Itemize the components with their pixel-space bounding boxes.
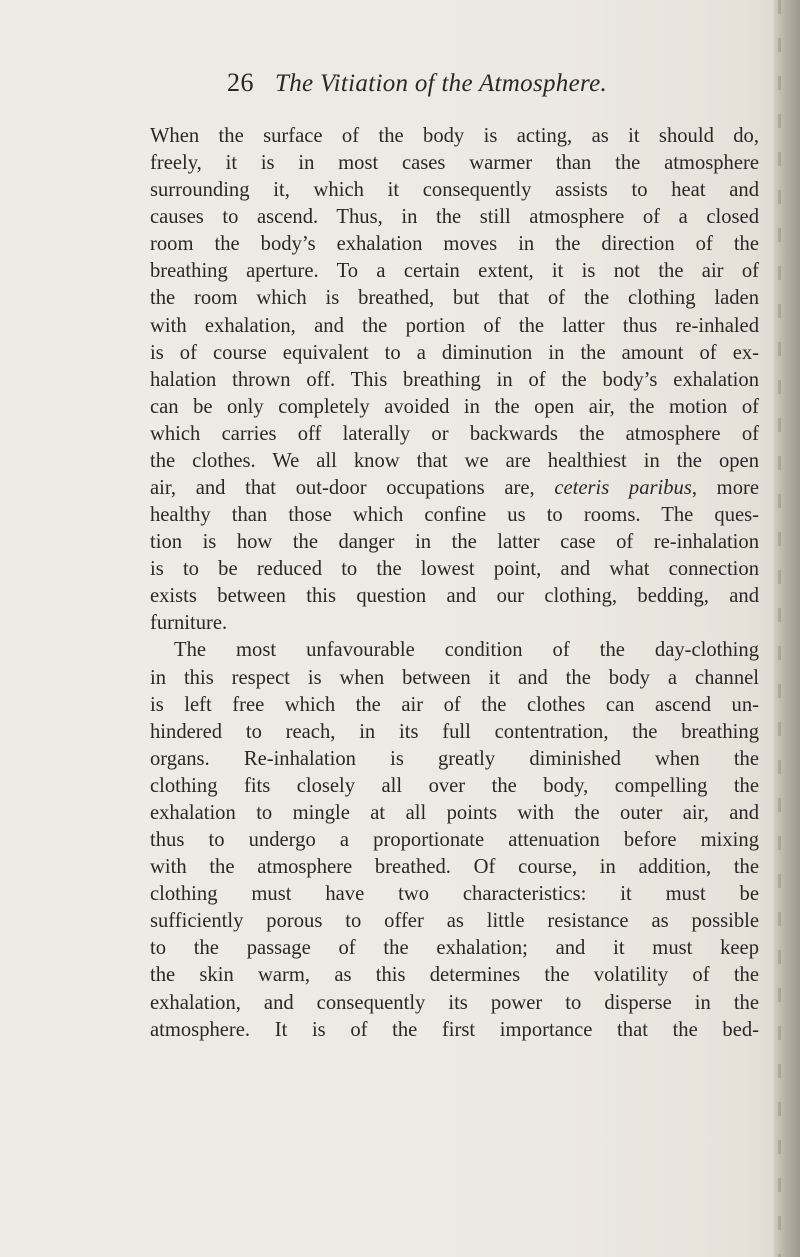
text-line: the room which is breathed, but that of the clothing laden [150,287,759,310]
text-line: with exhalation, and the portion of the latter thus re-inhaled [150,314,759,337]
text-line: exhalation, and consequently its power to disperse in the [150,991,759,1014]
text-line: clothing must have two characteristics: it must be [150,883,759,906]
text-line: hindered to reach, in its full contentration, the breathing [150,720,759,743]
text-line-with-italic [150,475,759,502]
running-title: The Vitiation of the Atmosphere. [275,70,608,97]
page-header [0,68,800,108]
text-line: The most unfavourable condition of the day-clothing [174,639,759,662]
text-line: halation thrown off. This breathing in of the body’s exhalation [150,368,759,391]
text-line: the skin warm, as this determines the volatility of the [150,964,759,987]
text-line: organs. Re-inhalation is greatly diminished when the [150,747,759,770]
text-line: When the surface of the body is acting, as it should do, [150,125,759,147]
page-binding-edge [774,0,800,1257]
text-line: healthy than those which confine us to rooms. The ques- [150,504,759,527]
text-line: freely, it is in most cases warmer than the atmosphere [150,152,759,175]
text-line: tion is how the danger in the latter case of re-inhalation [150,531,759,554]
text-line: can be only completely avoided in the open air, the motion of [150,395,759,418]
text-line: exists between this question and our clothing, bedding, and [150,585,759,608]
paragraph [150,637,759,1043]
text-line: furniture. [150,612,228,635]
text-line: is left free which the air of the clothes can ascend un- [150,693,759,716]
text-line: the clothes. We all know that we are healthiest in the open [150,449,759,472]
text-line: is to be reduced to the lowest point, and what connection [150,558,759,581]
text-line: thus to undergo a proportionate attenuation before mixing [150,829,759,852]
text-line: room the body’s exhalation moves in the direction of the [150,233,759,256]
text-line: surrounding it, which it consequently assists to heat and [150,179,759,202]
page-number: 26 [227,68,254,97]
text-segment: , more [691,477,759,500]
text-line: clothing fits closely all over the body, compelling the [150,774,759,797]
text-line: which carries off laterally or backwards the atmosphere of [150,422,759,445]
text-line: in this respect is when between it and the body a channel [150,666,759,689]
paragraph [150,123,759,637]
text-line: is of course equivalent to a diminution in the amount of ex- [150,341,759,364]
text-line: atmosphere. It is of the first importance that the bed- [150,1018,759,1041]
text-line: sufficiently porous to offer as little resistance as possible [150,910,759,933]
text-line: with the atmosphere breathed. Of course, in addition, the [150,856,759,879]
text-line: breathing aperture. To a certain extent, it is not the air of [150,260,759,283]
body-text [150,123,759,1044]
text-line: causes to ascend. Thus, in the still atmosphere of a closed [150,206,759,229]
text-line: to the passage of the exhalation; and it must keep [150,937,759,960]
italic-phrase: ceteris paribus [554,477,692,500]
text-segment: air, and that out-door occupations are, [150,477,555,500]
text-line: exhalation to mingle at all points with the outer air, and [150,801,759,824]
